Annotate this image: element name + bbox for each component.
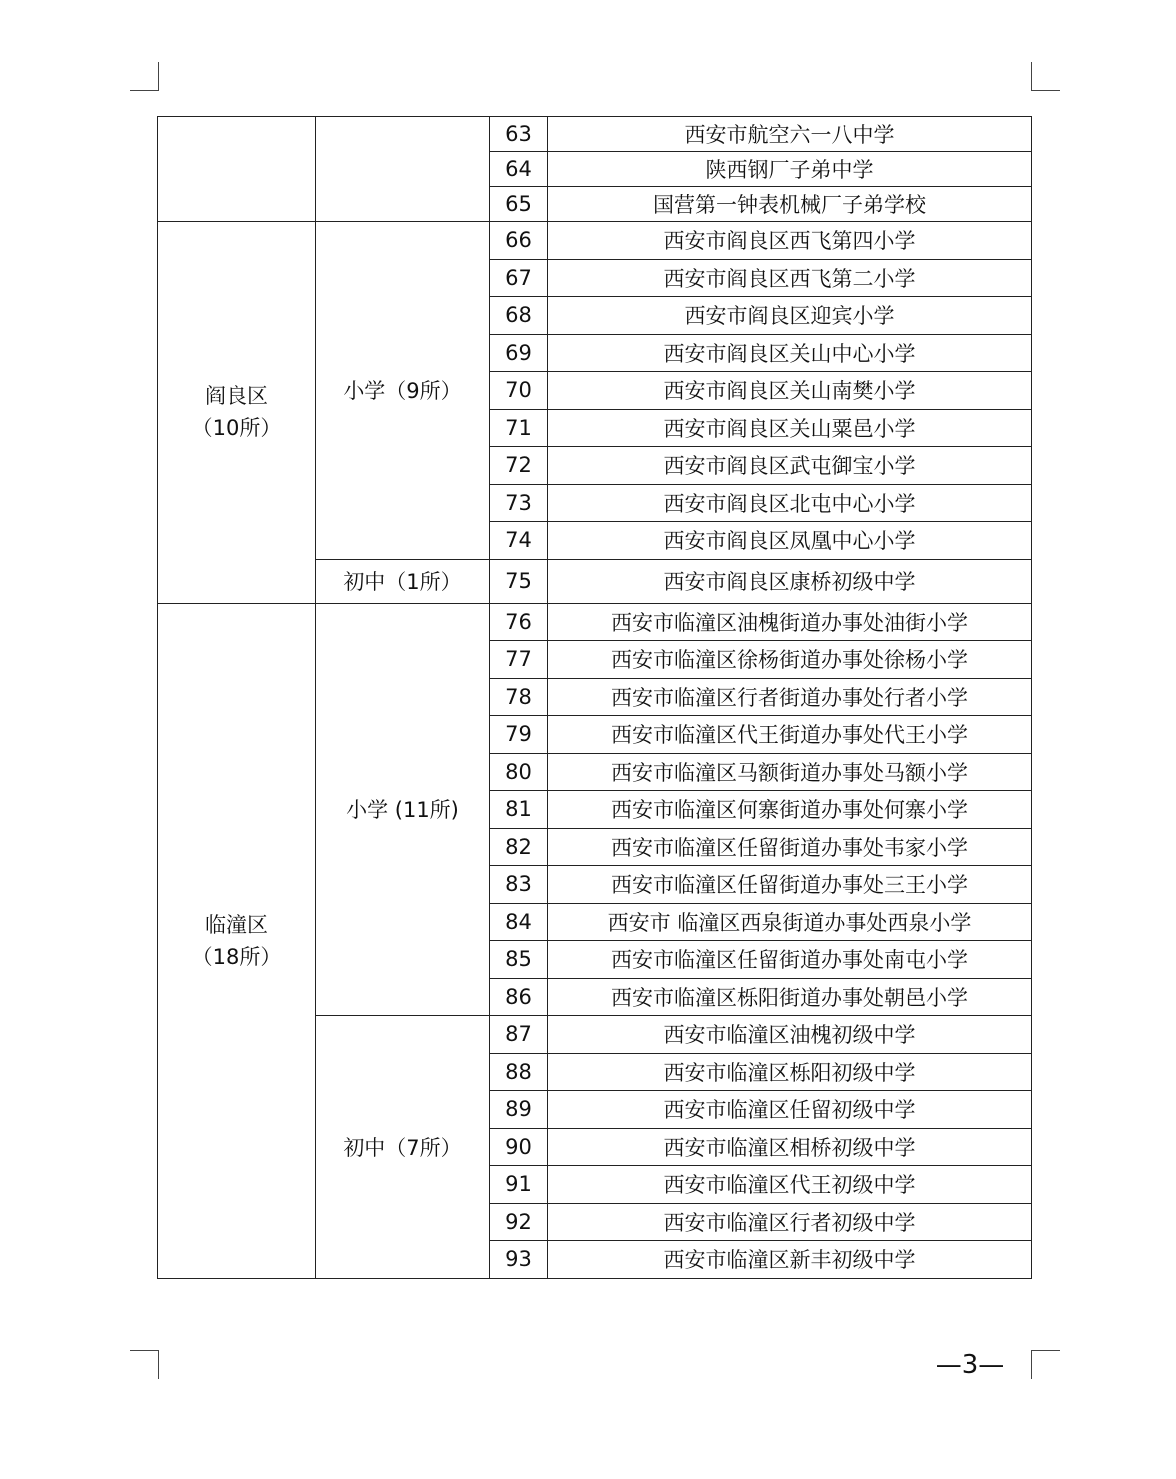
school-name: 西安市临潼区油槐街道办事处油街小学	[548, 603, 1032, 641]
school-number: 63	[490, 117, 548, 152]
school-number: 67	[490, 259, 548, 297]
school-number: 81	[490, 791, 548, 829]
school-name: 西安市临潼区相桥初级中学	[548, 1128, 1032, 1166]
school-number: 68	[490, 297, 548, 335]
school-number: 84	[490, 903, 548, 941]
school-level-cell	[316, 117, 490, 222]
school-name: 西安市阎良区康桥初级中学	[548, 559, 1032, 603]
school-name: 西安市临潼区马额街道办事处马额小学	[548, 753, 1032, 791]
school-number: 71	[490, 409, 548, 447]
school-number: 75	[490, 559, 548, 603]
school-number: 72	[490, 447, 548, 485]
school-level-cell: 小学 (11所)	[316, 603, 490, 1016]
district-count: （18所）	[191, 944, 282, 969]
school-name: 陕西钢厂子弟中学	[548, 152, 1032, 187]
school-number: 78	[490, 678, 548, 716]
school-name: 西安市临潼区新丰初级中学	[548, 1241, 1032, 1279]
school-number: 83	[490, 866, 548, 904]
district-cell	[158, 603, 316, 1278]
school-level-cell: 初中（7所）	[316, 1016, 490, 1279]
school-name: 西安市临潼区徐杨街道办事处徐杨小学	[548, 641, 1032, 679]
school-number: 76	[490, 603, 548, 641]
school-level-cell: 初中（1所）	[316, 559, 490, 603]
school-name: 西安市阎良区北屯中心小学	[548, 484, 1032, 522]
school-name: 西安市临潼区栎阳街道办事处朝邑小学	[548, 978, 1032, 1016]
district-name: 临潼区	[205, 912, 268, 937]
school-name: 西安市临潼区油槐初级中学	[548, 1016, 1032, 1054]
district-count: （10所）	[191, 416, 282, 441]
school-number: 82	[490, 828, 548, 866]
crop-mark-top-left	[130, 62, 159, 91]
school-name: 西安市临潼区任留街道办事处韦家小学	[548, 828, 1032, 866]
school-name: 西安市临潼区代王初级中学	[548, 1166, 1032, 1204]
school-number: 74	[490, 522, 548, 560]
school-number: 87	[490, 1016, 548, 1054]
school-number: 80	[490, 753, 548, 791]
table-row	[158, 222, 1032, 260]
school-number: 77	[490, 641, 548, 679]
school-name: 西安市 临潼区西泉街道办事处西泉小学	[548, 903, 1032, 941]
school-name: 西安市阎良区武屯御宝小学	[548, 447, 1032, 485]
school-level-cell: 小学（9所）	[316, 222, 490, 560]
school-number: 88	[490, 1053, 548, 1091]
school-number: 73	[490, 484, 548, 522]
school-name: 西安市阎良区关山中心小学	[548, 334, 1032, 372]
school-number: 93	[490, 1241, 548, 1279]
school-number: 70	[490, 372, 548, 410]
school-name: 西安市阎良区关山南樊小学	[548, 372, 1032, 410]
district-cell	[158, 222, 316, 604]
page-number: —3—	[935, 1350, 1005, 1380]
school-name: 西安市航空六一八中学	[548, 117, 1032, 152]
school-number: 91	[490, 1166, 548, 1204]
school-name: 西安市临潼区任留初级中学	[548, 1091, 1032, 1129]
school-number: 66	[490, 222, 548, 260]
table-row	[158, 603, 1032, 641]
school-name: 西安市临潼区行者街道办事处行者小学	[548, 678, 1032, 716]
school-name: 西安市临潼区行者初级中学	[548, 1203, 1032, 1241]
school-name: 国营第一钟表机械厂子弟学校	[548, 187, 1032, 222]
school-name: 西安市阎良区凤凰中心小学	[548, 522, 1032, 560]
school-number: 69	[490, 334, 548, 372]
school-number: 79	[490, 716, 548, 754]
school-number: 85	[490, 941, 548, 979]
school-name: 西安市阎良区西飞第四小学	[548, 222, 1032, 260]
school-number: 90	[490, 1128, 548, 1166]
school-name: 西安市阎良区迎宾小学	[548, 297, 1032, 335]
school-name: 西安市临潼区任留街道办事处南屯小学	[548, 941, 1032, 979]
school-table	[157, 116, 1032, 1279]
school-name: 西安市阎良区西飞第二小学	[548, 259, 1032, 297]
school-number: 65	[490, 187, 548, 222]
school-number: 92	[490, 1203, 548, 1241]
school-name: 西安市临潼区栎阳初级中学	[548, 1053, 1032, 1091]
crop-mark-bottom-left	[130, 1350, 159, 1379]
school-table-body	[158, 117, 1032, 1279]
school-name: 西安市阎良区关山粟邑小学	[548, 409, 1032, 447]
school-name: 西安市临潼区任留街道办事处三王小学	[548, 866, 1032, 904]
school-name: 西安市临潼区何寨街道办事处何寨小学	[548, 791, 1032, 829]
school-name: 西安市临潼区代王街道办事处代王小学	[548, 716, 1032, 754]
district-cell	[158, 117, 316, 222]
school-number: 64	[490, 152, 548, 187]
table-row	[158, 117, 1032, 152]
crop-mark-bottom-right	[1031, 1350, 1060, 1379]
school-number: 89	[490, 1091, 548, 1129]
school-number: 86	[490, 978, 548, 1016]
district-name: 阎良区	[205, 384, 268, 409]
crop-mark-top-right	[1031, 62, 1060, 91]
